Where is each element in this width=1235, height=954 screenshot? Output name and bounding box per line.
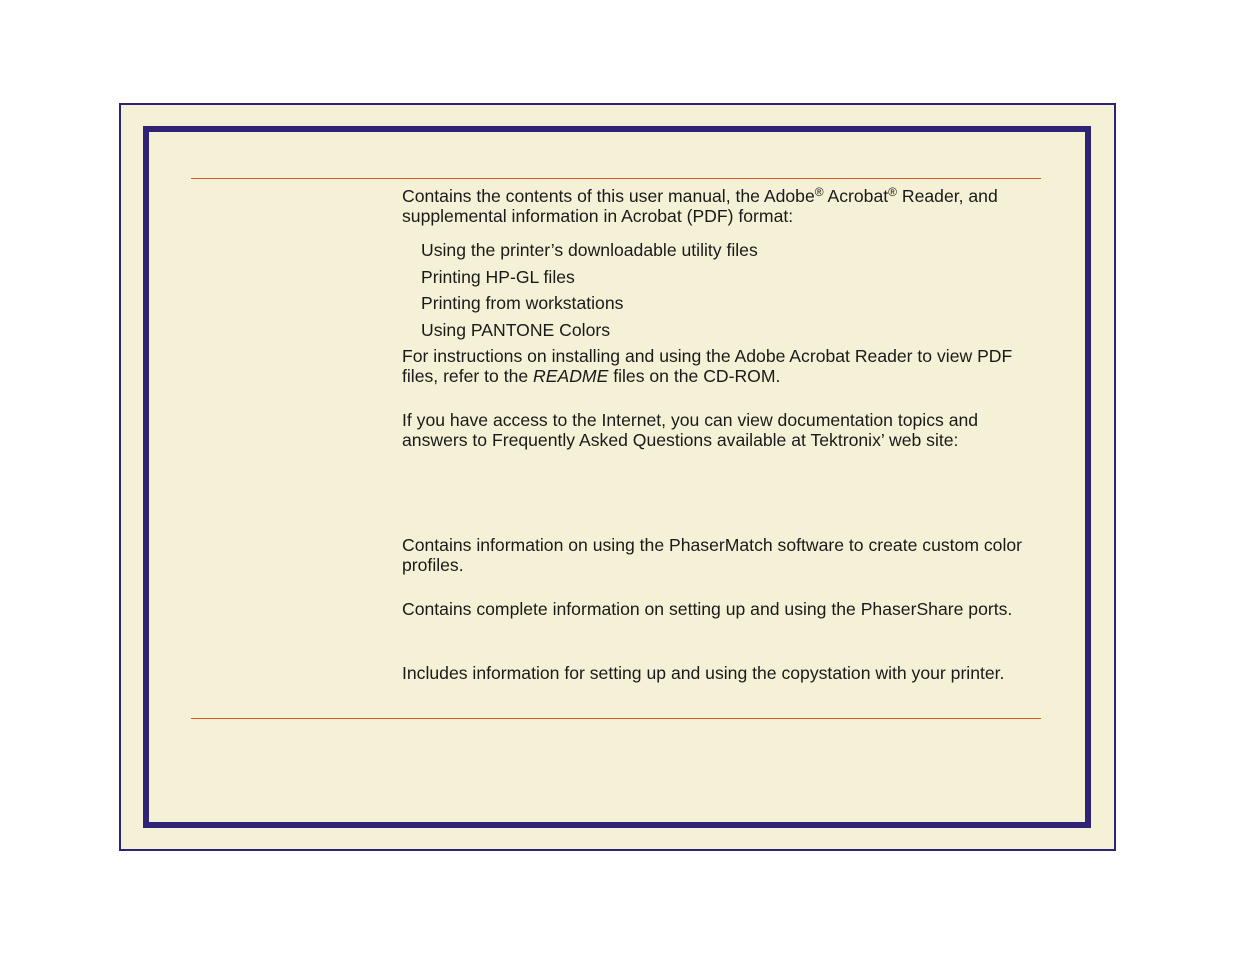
copystation-paragraph: Includes information for setting up and using the copystation with your printer. <box>402 663 1005 683</box>
list-item: Using PANTONE Colors <box>421 320 611 340</box>
inner-frame <box>143 126 1091 828</box>
list-item: Using the printer’s downloadable utility files <box>421 240 758 260</box>
registered-mark: ® <box>814 185 824 199</box>
intro-paragraph: Contains the contents of this user manual, the Adobe® Acrobat® Reader, and supplemental information in Acrobat (PDF) format: <box>402 185 998 226</box>
phasermatch-paragraph: Contains information on using the PhaserMatch software to create custom color profiles. <box>402 535 1022 575</box>
internet-paragraph: If you have access to the Internet, you can view documentation topics and answers to Frequently Asked Questions available at Tektronix’ web site: <box>402 410 979 450</box>
list-item: Printing from workstations <box>421 293 624 313</box>
readme-filename: README <box>533 366 609 386</box>
top-rule <box>191 178 1041 179</box>
list-item: Printing HP-GL files <box>421 267 575 287</box>
acrobat-instructions: For instructions on installing and using the Adobe Acrobat Reader to view PDF files, refer to the README files on the CD-ROM. <box>402 346 1013 386</box>
phasershare-paragraph: Contains complete information on setting up and using the PhaserShare ports. <box>402 599 1013 619</box>
registered-mark: ® <box>888 185 897 199</box>
bottom-rule <box>191 718 1041 719</box>
